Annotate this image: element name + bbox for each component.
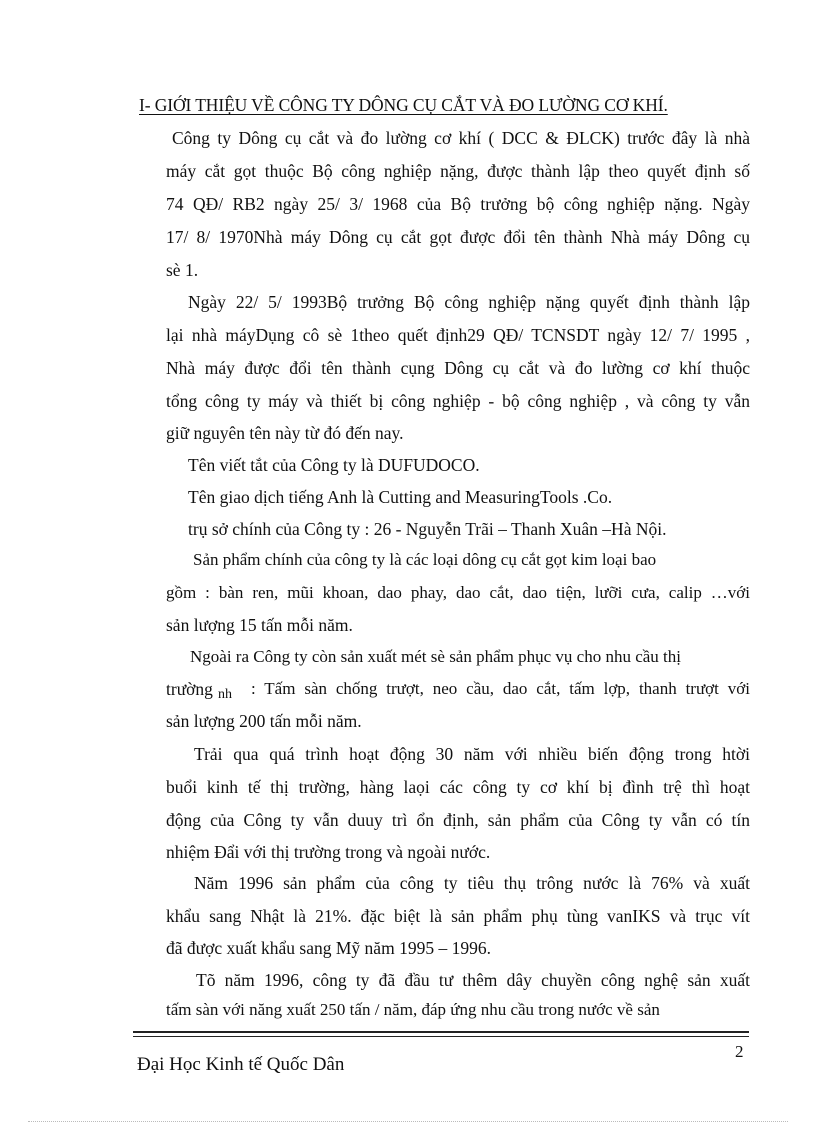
text-line: trụ sở chính của Công ty : 26 - Nguyễn Trãi – Thanh Xuân –Hà Nội. (188, 519, 667, 539)
page-number: 2 (735, 1042, 744, 1061)
text-line: Năm 1996 sản phẩm của công ty tiêu thụ trông nước là 76% và xuất (194, 873, 750, 893)
text-line: tấm sàn với năng xuất 250 tấn / năm, đáp ứng nhu cầu trong nước về sản (166, 1000, 660, 1019)
text-line: lại nhà máyDụng cô sè 1theo quết định29 QĐ/ TCNSDT ngày 12/ 7/ 1995 , (166, 325, 750, 345)
text-line: giữ nguyên tên này từ đó đến nay. (166, 423, 404, 443)
text-line: động của Công ty vẫn duuy trì ổn định, sản phẩm của Công ty vẫn có tín (166, 810, 750, 830)
text-line: buổi kinh tế thị trường, hàng laọi các công ty cơ khí bị đình trệ thì hoạt (166, 777, 750, 797)
text-line: sản lượng 200 tấn mỗi năm. (166, 711, 362, 731)
footer-rule (133, 1036, 749, 1037)
text-line: : Tấm sàn chống trượt, neo cầu, dao cắt, tấm lợp, thanh trượt với (251, 679, 750, 698)
text-line: gồm : bàn ren, mũi khoan, dao phay, dao cắt, dao tiện, lưỡi cưa, calip …với (166, 583, 750, 602)
text-line: Tên giao dịch tiếng Anh là Cutting and MeasuringTools .Co. (188, 487, 613, 507)
text-line: sản lượng 15 tấn mỗi năm. (166, 615, 353, 635)
text-line: Nhà máy được đổi tên thành cụng Dông cụ cắt và đo lường cơ khí thuộc (166, 358, 750, 378)
text-line: Ngày 22/ 5/ 1993Bộ trưởng Bộ công nghiệp nặng quyết định thành lập (188, 292, 750, 312)
text-line: tổng công ty máy và thiết bị công nghiệp - bộ công nghiệp , và công ty vẫn (166, 391, 750, 411)
text-line: khẩu sang Nhật là 21%. đặc biệt là sản phẩm phụ tùng vanIKS và trục vít (166, 906, 750, 926)
section-heading: I- GIỚI THIỆU VỀ CÔNG TY DÔNG CỤ CẮT VÀ ĐO LƯỜNG CƠ KHÍ. (139, 95, 668, 115)
text-line: Ngoài ra Công ty còn sản xuất mét sè sản phẩm phục vụ cho nhu cầu thị (190, 647, 681, 666)
text-line: Sản phẩm chính của công ty là các loại dông cụ cắt gọt kim loại bao (193, 550, 657, 569)
text-line: Tõ năm 1996, công ty đã đầu tư thêm dây chuyền công nghệ sản xuất (196, 970, 750, 990)
text-line: Trải qua quá trình hoạt động 30 năm với nhiều biến động trong htời (194, 744, 750, 764)
footer-text: Đại Học Kinh tế Quốc Dân (137, 1054, 345, 1075)
text-line: 17/ 8/ 1970Nhà máy Dông cụ cắt gọt được đổi tên thành Nhà máy Dông cụ (166, 227, 750, 247)
footer-rule (133, 1031, 749, 1033)
text-line: nh (218, 687, 232, 702)
text-line: đã được xuất khẩu sang Mỹ năm 1995 – 1996. (166, 938, 491, 958)
text-line: sè 1. (166, 260, 199, 280)
page-edge-divider (28, 1121, 788, 1122)
text-line: nhiệm Đẩi với thị trường trong và ngoài nước. (166, 842, 491, 862)
text-line: Công ty Dông cụ cắt và đo lường cơ khí ( DCC & ĐLCK) trước đây là nhà (172, 128, 750, 148)
text-line: trường (166, 679, 213, 699)
text-line: Tên viết tắt của Công ty là DUFUDOCO. (188, 455, 480, 475)
text-line: 74 QĐ/ RB2 ngày 25/ 3/ 1968 của Bộ trưởng bộ công nghiệp nặng. Ngày (166, 194, 750, 214)
text-line: máy cắt gọt thuộc Bộ công nghiệp nặng, được thành lập theo quyết định số (166, 161, 750, 181)
